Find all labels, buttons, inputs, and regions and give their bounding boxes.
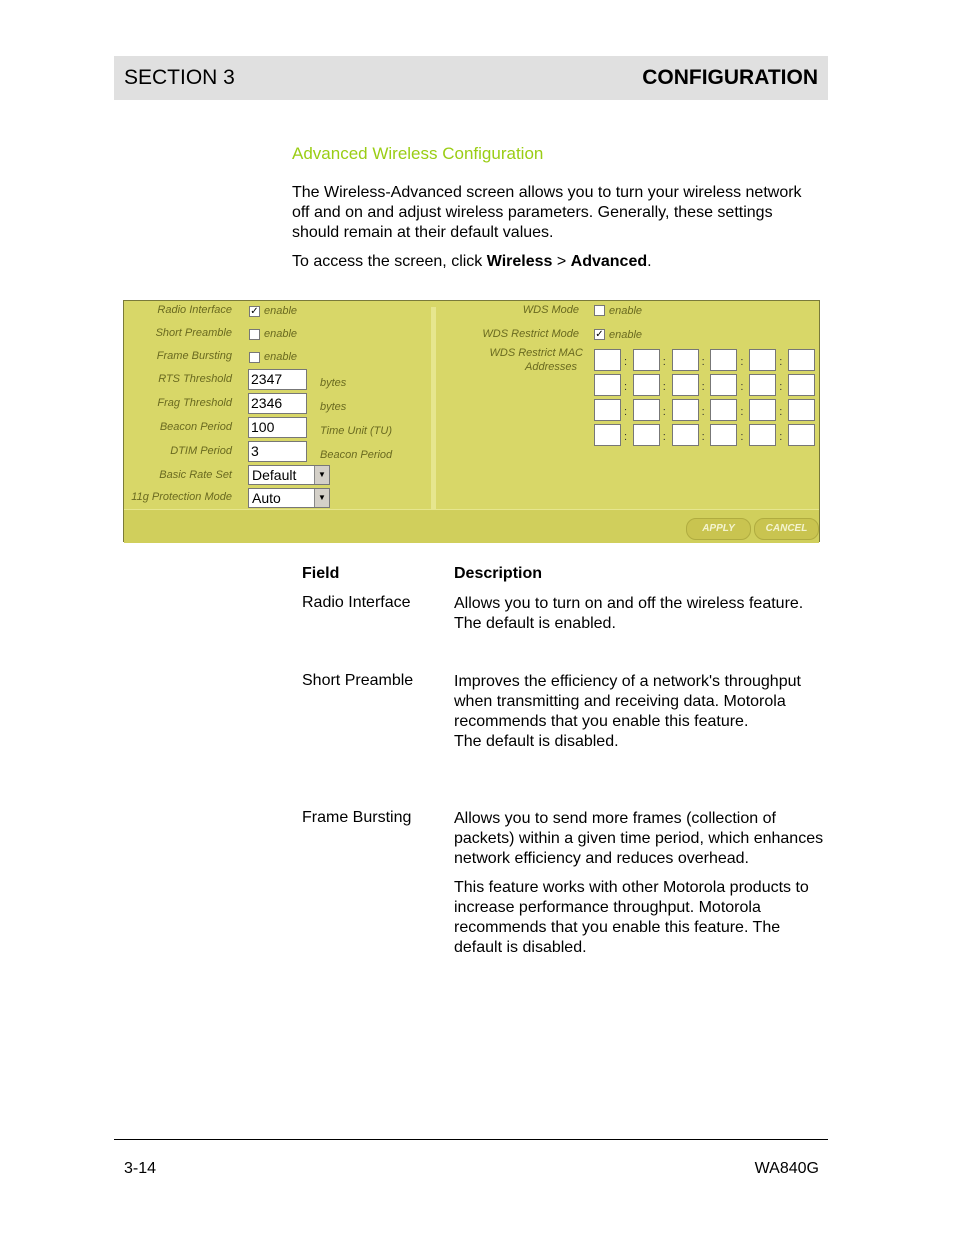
wds-restrict-mac-label-line2: Addresses — [525, 361, 577, 373]
protection-mode-select[interactable] — [248, 488, 330, 508]
desc-paragraph: This feature works with other Motorola products to increase performance throughput. Motorola recommends that you enable this feature. The default is disabled. — [454, 879, 809, 956]
short-preamble-option: enable — [264, 328, 298, 340]
wds-mode-option: enable — [609, 305, 643, 317]
mac-separator: : — [701, 431, 705, 443]
mac-octet-input[interactable] — [749, 374, 776, 396]
panel-divider — [431, 307, 436, 509]
chevron-down-icon[interactable]: ▼ — [314, 466, 329, 484]
frame-bursting-checkbox[interactable] — [249, 352, 260, 363]
access-suffix: . — [647, 253, 652, 270]
desc-radio-interface — [454, 594, 824, 643]
apply-button[interactable]: APPLY — [686, 518, 751, 540]
mac-octet-input[interactable] — [710, 374, 737, 396]
mac-separator: : — [740, 431, 744, 443]
mac-separator: : — [740, 381, 744, 393]
radio-interface-label: Radio Interface — [157, 304, 232, 316]
access-instructions — [292, 252, 822, 272]
rts-threshold-unit: bytes — [320, 377, 347, 389]
desc-paragraph: The default is disabled. — [454, 733, 619, 750]
access-separator: > — [552, 253, 571, 270]
access-prefix: To access the screen, click — [292, 253, 487, 270]
mac-octet-input[interactable] — [633, 399, 660, 421]
basic-rate-set-label: Basic Rate Set — [159, 469, 232, 481]
rts-threshold-input[interactable]: 2347 — [248, 369, 307, 390]
mac-separator: : — [662, 381, 666, 393]
rts-threshold-label: RTS Threshold — [158, 373, 232, 385]
wds-mode-label: WDS Mode — [522, 304, 579, 316]
mac-octet-input[interactable] — [633, 424, 660, 446]
mac-separator: : — [624, 431, 628, 443]
mac-octet-input[interactable] — [672, 424, 699, 446]
mac-octet-input[interactable] — [633, 349, 660, 371]
mac-separator: : — [779, 406, 783, 418]
mac-octet-input[interactable] — [672, 399, 699, 421]
dtim-period-input[interactable]: 3 — [248, 441, 307, 462]
menu-advanced: Advanced — [570, 253, 648, 270]
description-column-header: Description — [454, 565, 543, 582]
field-short-preamble: Short Preamble — [302, 672, 414, 689]
mac-octet-input[interactable] — [788, 399, 815, 421]
frame-bursting-label: Frame Bursting — [156, 350, 232, 362]
mac-octet-input[interactable] — [749, 349, 776, 371]
section-header — [114, 56, 828, 100]
mac-separator: : — [662, 356, 666, 368]
section-title: CONFIGURATION — [642, 66, 818, 89]
mac-separator: : — [740, 406, 744, 418]
section-number: SECTION 3 — [124, 66, 235, 89]
mac-separator: : — [701, 356, 705, 368]
mac-separator: : — [662, 406, 666, 418]
field-column-header: Field — [302, 565, 340, 582]
dtim-period-label: DTIM Period — [170, 445, 232, 457]
product-name: WA840G — [754, 1160, 819, 1177]
mac-octet-input[interactable] — [788, 424, 815, 446]
mac-octet-input[interactable] — [710, 424, 737, 446]
footer-rule — [114, 1139, 828, 1140]
frag-threshold-unit: bytes — [320, 401, 347, 413]
dtim-period-unit: Beacon Period — [320, 449, 393, 461]
mac-octet-input[interactable] — [594, 349, 621, 371]
cancel-button[interactable]: CANCEL — [754, 518, 819, 540]
mac-separator: : — [624, 406, 628, 418]
mac-octet-input[interactable] — [749, 424, 776, 446]
mac-separator: : — [740, 356, 744, 368]
mac-separator: : — [662, 431, 666, 443]
wds-mode-checkbox[interactable] — [594, 305, 605, 316]
beacon-period-unit: Time Unit (TU) — [320, 425, 393, 437]
wds-restrict-mode-label: WDS Restrict Mode — [482, 328, 579, 340]
wds-restrict-mode-checkbox[interactable]: ✓ — [595, 329, 604, 340]
mac-octet-input[interactable] — [594, 424, 621, 446]
frame-bursting-option: enable — [264, 351, 298, 363]
beacon-period-label: Beacon Period — [159, 421, 232, 433]
basic-rate-set-value: Default — [252, 467, 297, 483]
wds-restrict-mac-label: WDS Restrict MAC — [489, 347, 583, 359]
short-preamble-checkbox[interactable] — [249, 329, 260, 340]
page-heading: Advanced Wireless Configuration — [292, 144, 544, 163]
protection-mode-value: Auto — [252, 490, 281, 506]
short-preamble-label: Short Preamble — [155, 327, 232, 339]
mac-octet-input[interactable] — [788, 374, 815, 396]
mac-octet-input[interactable] — [749, 399, 776, 421]
radio-interface-checkbox[interactable]: ✓ — [250, 306, 259, 317]
beacon-period-input[interactable]: 100 — [248, 417, 307, 438]
menu-wireless: Wireless — [486, 253, 553, 270]
chevron-down-icon[interactable]: ▼ — [314, 489, 329, 507]
mac-octet-input[interactable] — [633, 374, 660, 396]
field-radio-interface: Radio Interface — [302, 594, 411, 611]
mac-octet-input[interactable] — [710, 349, 737, 371]
desc-frame-bursting — [454, 809, 824, 967]
mac-separator: : — [701, 406, 705, 418]
intro-paragraph: The Wireless-Advanced screen allows you to turn your wireless network off and on and adjust wireless parameters. Generally, these settings should remain at their default values. — [292, 184, 802, 241]
desc-paragraph: Allows you to turn on and off the wireless feature. The default is enabled. — [454, 595, 804, 632]
mac-separator: : — [701, 381, 705, 393]
frag-threshold-label: Frag Threshold — [157, 397, 232, 409]
desc-paragraph: Allows you to send more frames (collection of packets) within a given time period, which enhances network efficiency and reduces overhead. — [454, 810, 824, 867]
mac-octet-input[interactable] — [594, 399, 621, 421]
mac-octet-input[interactable] — [672, 349, 699, 371]
mac-separator: : — [779, 381, 783, 393]
basic-rate-set-select[interactable] — [248, 465, 330, 485]
field-frame-bursting: Frame Bursting — [302, 809, 412, 826]
radio-interface-option: enable — [264, 305, 298, 317]
mac-octet-input[interactable] — [594, 374, 621, 396]
mac-octet-input[interactable] — [672, 374, 699, 396]
wds-restrict-mode-option: enable — [609, 329, 643, 341]
mac-octet-input[interactable] — [788, 349, 815, 371]
protection-mode-label: 11g Protection Mode — [131, 491, 232, 503]
mac-separator: : — [779, 431, 783, 443]
page-number: 3-14 — [124, 1160, 157, 1177]
wireless-advanced-screenshot — [123, 300, 820, 542]
mac-separator: : — [624, 381, 628, 393]
mac-separator: : — [624, 356, 628, 368]
mac-octet-input[interactable] — [710, 399, 737, 421]
mac-separator: : — [779, 356, 783, 368]
desc-short-preamble — [454, 672, 824, 752]
desc-paragraph: Improves the efficiency of a network's throughput when transmitting and receiving data. Motorola recommends that you enable this feature. — [454, 673, 801, 730]
frag-threshold-input[interactable]: 2346 — [248, 393, 307, 414]
